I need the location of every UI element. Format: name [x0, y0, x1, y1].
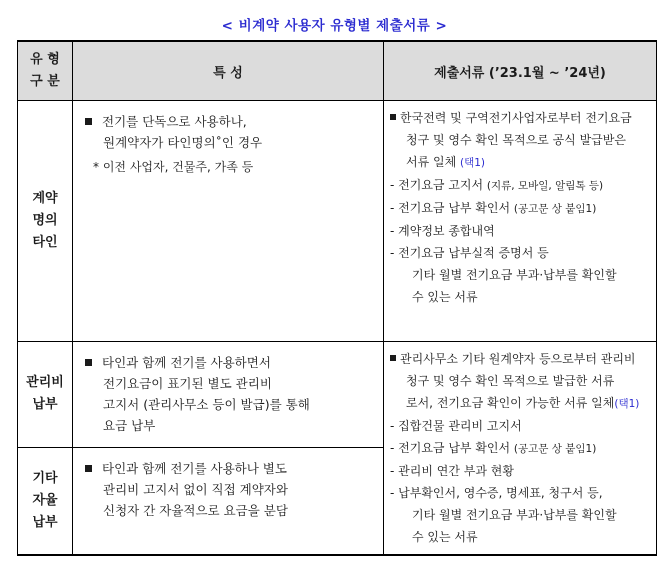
docs-text: 로서, 전기요금 확인이 가능한 서류 일체 [406, 396, 615, 410]
feature-text: 전기요금이 표기된 별도 관리비 [103, 376, 272, 391]
docs-item: 기타 월별 전기요금 부과·납부를 확인할 [412, 508, 617, 522]
docs-item: 기타 월별 전기요금 부과·납부를 확인할 [412, 268, 617, 282]
submission-docs-table [17, 40, 657, 556]
table-header-row [18, 41, 657, 101]
header-category-line1: 유 형 [30, 52, 60, 67]
table-row [18, 101, 657, 342]
square-bullet-icon [85, 359, 92, 366]
docs-item: - 전기요금 고지서 [390, 178, 487, 192]
docs-text: 청구 및 영수 확인 목적으로 발급한 서류 [406, 374, 615, 388]
category-cell [18, 447, 73, 555]
square-bullet-icon [85, 465, 92, 472]
docs-item: 수 있는 서류 [412, 290, 478, 304]
feature-cell [73, 101, 384, 342]
docs-item: - 전기요금 납부 확인서 [390, 201, 514, 215]
table-row [18, 342, 657, 448]
category-cell [18, 342, 73, 448]
docs-text: 서류 일체 [406, 155, 457, 169]
category-label: 타인 [32, 235, 58, 250]
docs-item: - 관리비 연간 부과 현황 [390, 464, 514, 478]
header-feature: 특 성 [73, 41, 384, 101]
docs-text: 한국전력 및 구역전기사업자로부터 전기요금 [400, 111, 632, 125]
feature-text: 요금 납부 [103, 418, 156, 433]
category-label: 납부 [32, 397, 58, 413]
feature-text: 신청자 간 자율적으로 요금을 분담 [103, 502, 288, 518]
feature-text: 타인과 함께 전기를 사용하나 별도 [102, 460, 287, 476]
docs-item: - 집합건물 관리비 고지서 [390, 419, 522, 433]
docs-text: 관리사무소 기타 원계약자 등으로부터 관리비 [400, 352, 636, 366]
docs-item: 수 있는 서류 [412, 530, 478, 544]
docs-text: 청구 및 영수 확인 목적으로 공식 발급받은 [406, 133, 626, 147]
docs-item: - 계약정보 종합내역 [390, 224, 495, 238]
choose-one-tag: (택1) [614, 398, 640, 410]
category-cell [18, 101, 73, 342]
header-category [18, 41, 73, 101]
docs-item-note: (공고문 상 붙임1) [513, 443, 597, 455]
feature-text: 고지서 (관리사무소 등이 발급)를 통해 [103, 397, 310, 412]
docs-cell [384, 342, 657, 556]
category-label: 관리비 [26, 375, 64, 391]
feature-text: 타인과 함께 전기를 사용하면서 [102, 355, 271, 370]
square-bullet-icon [85, 118, 92, 125]
header-docs: 제출서류 (’23.1월 ~ ’24년) [384, 41, 657, 101]
category-label: 기타 [32, 470, 58, 486]
square-bullet-icon [390, 355, 396, 361]
square-bullet-icon [390, 114, 396, 120]
docs-cell [384, 101, 657, 342]
docs-item-note: (공고문 상 붙임1) [513, 203, 597, 215]
category-label: 명의 [32, 213, 58, 228]
docs-item-note: (지류, 모바일, 알림톡 등) [486, 180, 604, 192]
feature-cell [73, 342, 384, 448]
docs-item: - 납부확인서, 영수증, 명세표, 청구서 등, [390, 486, 603, 500]
feature-text: 전기를 단독으로 사용하나, [102, 114, 247, 129]
feature-note: * 이전 사업자, 건물주, 가족 등 [93, 160, 254, 174]
category-label: 납부 [32, 514, 58, 530]
choose-one-tag: (택1) [460, 157, 486, 169]
category-label: 자율 [32, 492, 58, 508]
header-category-line2: 구 분 [30, 74, 60, 89]
page-title: < 비계약 사용자 유형별 제출서류 > [221, 18, 448, 34]
feature-cell [73, 447, 384, 555]
docs-item: - 전기요금 납부 확인서 [390, 441, 514, 455]
docs-item: - 전기요금 납부실적 증명서 등 [390, 246, 549, 260]
feature-text: 원계약자가 타인명의˚인 경우 [103, 135, 263, 150]
feature-text: 관리비 고지서 없이 직접 계약자와 [103, 481, 288, 497]
category-label: 계약 [32, 191, 58, 206]
